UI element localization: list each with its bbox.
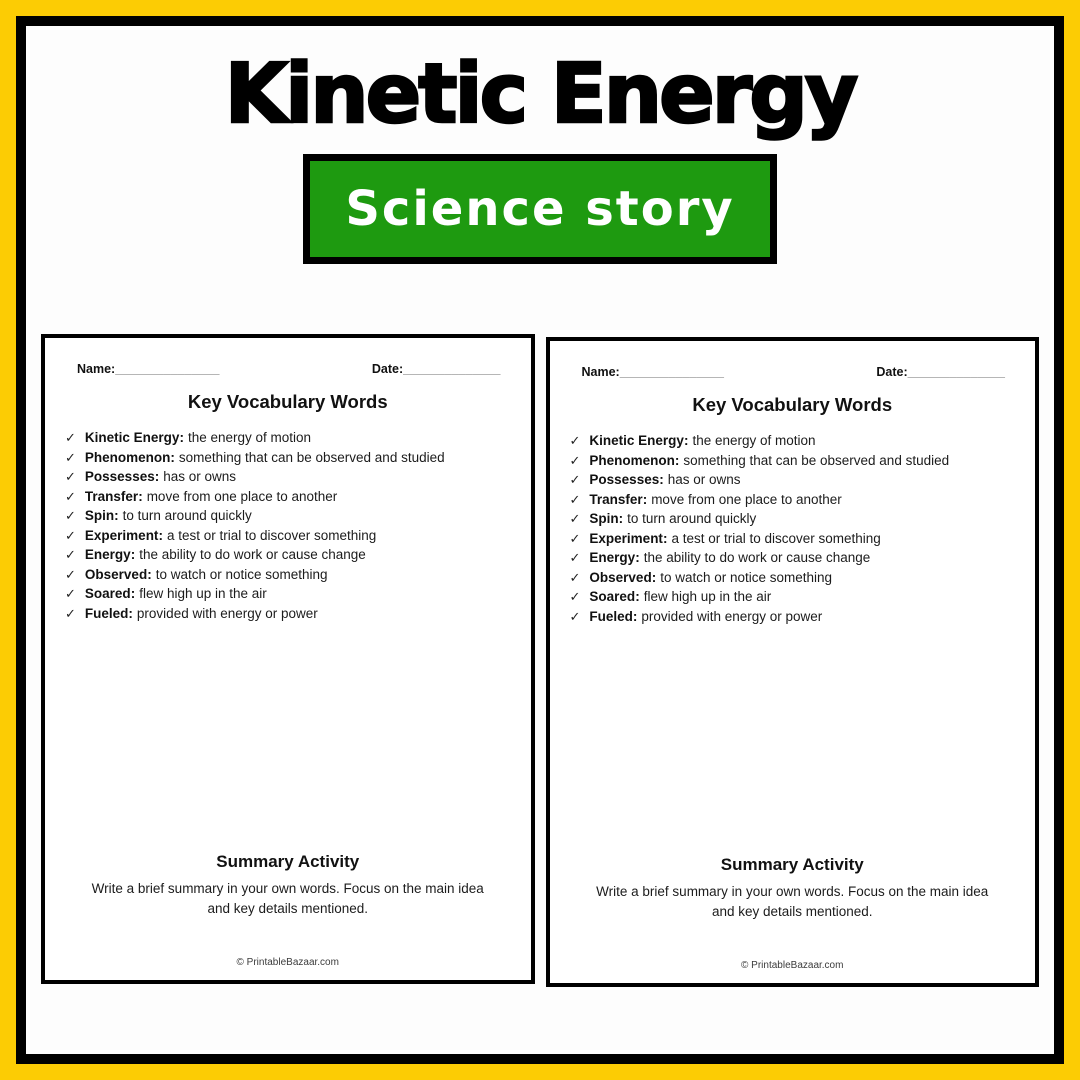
vocab-definition: a test or trial to discover something bbox=[671, 530, 881, 546]
term-separator: : bbox=[179, 430, 184, 446]
summary-instructions: Write a brief summary in your own words. Focus on the main idea and key details mentioned. bbox=[91, 881, 484, 917]
term-separator: : bbox=[683, 433, 689, 449]
sheet-header bbox=[582, 365, 1006, 379]
vocab-entry bbox=[589, 490, 841, 510]
vocab-item bbox=[570, 568, 1018, 588]
vocab-definition: has or owns bbox=[667, 472, 741, 488]
name-blank-line: _______________ bbox=[115, 362, 220, 377]
vocab-entry bbox=[85, 487, 337, 507]
vocab-entry bbox=[85, 448, 445, 468]
worksheet-page-1 bbox=[41, 334, 535, 984]
vocab-definition: the ability to do work or cause change bbox=[643, 550, 871, 566]
term-separator: : bbox=[138, 488, 143, 504]
term-separator: : bbox=[147, 566, 152, 582]
vocab-entry bbox=[85, 565, 328, 585]
term-separator: : bbox=[642, 491, 648, 507]
vocab-definition: to watch or notice something bbox=[660, 569, 833, 585]
vocab-entry bbox=[589, 548, 870, 568]
date-label: Date: bbox=[876, 365, 908, 380]
vocab-item bbox=[570, 490, 1018, 510]
term-separator: : bbox=[158, 527, 163, 543]
vocab-term: Kinetic Energy bbox=[84, 430, 180, 446]
vocab-term: Possesses bbox=[589, 472, 660, 488]
vocab-definition: has or owns bbox=[163, 469, 237, 485]
summary-instructions: Write a brief summary in your own words. Focus on the main idea and key details mentioned. bbox=[596, 884, 989, 920]
vocab-term: Transfer bbox=[589, 491, 643, 507]
vocab-item bbox=[65, 428, 513, 448]
vocab-title: Key Vocabulary Words bbox=[187, 391, 388, 413]
checkmark-icon: ✓ bbox=[569, 433, 581, 449]
vocab-item bbox=[65, 467, 513, 487]
term-separator: : bbox=[114, 508, 119, 524]
vocab-definition: the energy of motion bbox=[692, 433, 816, 449]
vocab-definition: the ability to do work or cause change bbox=[139, 547, 366, 563]
date-blank-line: ______________ bbox=[403, 362, 501, 377]
vocab-term: Kinetic Energy bbox=[589, 433, 684, 449]
vocab-item bbox=[65, 506, 513, 526]
vocab-entry bbox=[589, 451, 949, 471]
vocab-term: Soared bbox=[84, 586, 131, 602]
name-field bbox=[77, 362, 220, 376]
checkmark-icon: ✓ bbox=[65, 566, 76, 582]
vocab-entry bbox=[85, 604, 318, 624]
poster-canvas bbox=[16, 16, 1064, 1064]
checkmark-icon: ✓ bbox=[569, 491, 581, 507]
checkmark-icon: ✓ bbox=[569, 550, 581, 566]
vocab-term: Energy bbox=[84, 547, 131, 563]
name-field bbox=[582, 365, 725, 379]
vocab-item bbox=[65, 584, 513, 604]
vocab-term: Experiment bbox=[84, 527, 159, 543]
vocab-term: Soared bbox=[589, 589, 636, 605]
vocab-item bbox=[65, 487, 513, 507]
vocab-definition: to watch or notice something bbox=[155, 566, 328, 582]
vocab-entry bbox=[589, 607, 822, 627]
vocab-definition: a test or trial to discover something bbox=[166, 527, 377, 543]
vocab-entry bbox=[85, 428, 311, 448]
term-separator: : bbox=[154, 469, 160, 485]
vocab-entry bbox=[589, 587, 771, 607]
vocab-term: Fueled bbox=[84, 605, 129, 621]
checkmark-icon: ✓ bbox=[65, 469, 76, 485]
vocab-definition: move from one place to another bbox=[146, 488, 338, 504]
date-label: Date: bbox=[371, 362, 404, 377]
checkmark-icon: ✓ bbox=[569, 452, 581, 468]
vocab-entry bbox=[85, 467, 236, 487]
date-field bbox=[372, 362, 501, 376]
vocab-term: Fueled bbox=[589, 608, 633, 624]
checkmark-icon: ✓ bbox=[65, 430, 76, 446]
vocab-item bbox=[570, 607, 1018, 627]
category-badge bbox=[303, 154, 777, 264]
term-separator: : bbox=[618, 511, 624, 527]
vocab-term: Possesses bbox=[84, 469, 155, 485]
checkmark-icon: ✓ bbox=[65, 586, 76, 602]
vocab-definition: something that can be observed and studied bbox=[178, 449, 445, 465]
term-separator: : bbox=[674, 452, 680, 468]
blank-writing-space bbox=[550, 626, 1036, 855]
vocab-definition: move from one place to another bbox=[651, 491, 842, 507]
term-separator: : bbox=[170, 449, 175, 465]
vocab-term: Experiment bbox=[589, 530, 663, 546]
vocab-term: Phenomenon bbox=[84, 449, 171, 465]
vocab-title: Key Vocabulary Words bbox=[692, 394, 893, 416]
vocab-entry bbox=[85, 584, 267, 604]
term-separator: : bbox=[659, 472, 664, 488]
vocab-item bbox=[570, 470, 1018, 490]
checkmark-icon: ✓ bbox=[569, 472, 581, 488]
vocab-item bbox=[570, 548, 1018, 568]
vocab-entry bbox=[589, 568, 832, 588]
checkmark-icon: ✓ bbox=[65, 488, 76, 504]
checkmark-icon: ✓ bbox=[569, 530, 581, 546]
checkmark-icon: ✓ bbox=[569, 511, 581, 527]
vocab-item bbox=[570, 509, 1018, 529]
vocab-item bbox=[570, 529, 1018, 549]
checkmark-icon: ✓ bbox=[569, 569, 581, 585]
vocab-item bbox=[65, 604, 513, 624]
summary-title: Summary Activity bbox=[720, 855, 864, 875]
vocab-list bbox=[570, 431, 1018, 626]
vocab-list bbox=[65, 428, 513, 623]
blank-writing-space bbox=[45, 623, 531, 852]
vocab-definition: flew high up in the air bbox=[139, 586, 267, 602]
poster-title: Kinetic Energy bbox=[224, 47, 856, 142]
vocab-item bbox=[65, 526, 513, 546]
vocab-term: Observed bbox=[84, 566, 148, 582]
vocab-definition: to turn around quickly bbox=[627, 511, 757, 527]
checkmark-icon: ✓ bbox=[65, 547, 76, 563]
name-label: Name: bbox=[77, 362, 116, 377]
vocab-item bbox=[65, 448, 513, 468]
summary-title: Summary Activity bbox=[216, 852, 360, 872]
vocab-item bbox=[570, 451, 1018, 471]
vocab-entry bbox=[85, 506, 252, 526]
vocab-term: Phenomenon bbox=[589, 452, 675, 468]
term-separator: : bbox=[128, 605, 133, 621]
copyright-footer: © PrintableBazaar.com bbox=[236, 957, 339, 969]
sheet-header bbox=[77, 362, 501, 376]
vocab-term: Spin bbox=[589, 511, 619, 527]
vocab-item bbox=[65, 545, 513, 565]
vocab-term: Energy bbox=[589, 550, 636, 566]
worksheet-page-2 bbox=[546, 337, 1040, 987]
vocab-entry bbox=[589, 509, 756, 529]
checkmark-icon: ✓ bbox=[65, 508, 76, 524]
name-blank-line: _______________ bbox=[619, 365, 724, 380]
vocab-item bbox=[570, 431, 1018, 451]
category-badge-label: Science story bbox=[345, 181, 735, 238]
vocab-definition: flew high up in the air bbox=[643, 589, 772, 605]
vocab-term: Spin bbox=[84, 508, 115, 524]
vocab-item bbox=[65, 565, 513, 585]
term-separator: : bbox=[632, 608, 638, 624]
vocab-definition: provided with energy or power bbox=[641, 608, 823, 624]
copyright-footer: © PrintableBazaar.com bbox=[741, 960, 844, 972]
checkmark-icon: ✓ bbox=[65, 605, 76, 621]
worksheet-previews bbox=[26, 334, 1054, 987]
vocab-entry bbox=[589, 470, 740, 490]
term-separator: : bbox=[130, 547, 136, 563]
term-separator: : bbox=[662, 530, 668, 546]
term-separator: : bbox=[130, 586, 136, 602]
checkmark-icon: ✓ bbox=[569, 608, 581, 624]
vocab-term: Observed bbox=[589, 569, 652, 585]
name-label: Name: bbox=[581, 365, 620, 380]
vocab-entry bbox=[589, 529, 880, 549]
date-field bbox=[876, 365, 1005, 379]
checkmark-icon: ✓ bbox=[65, 449, 76, 465]
vocab-entry bbox=[85, 526, 376, 546]
vocab-entry bbox=[589, 431, 815, 451]
vocab-item bbox=[570, 587, 1018, 607]
checkmark-icon: ✓ bbox=[65, 527, 76, 543]
term-separator: : bbox=[635, 550, 640, 566]
date-blank-line: ______________ bbox=[907, 365, 1005, 380]
vocab-term: Transfer bbox=[84, 488, 139, 504]
vocab-definition: provided with energy or power bbox=[136, 605, 318, 621]
vocab-definition: the energy of motion bbox=[187, 430, 312, 446]
vocab-definition: something that can be observed and studied bbox=[683, 452, 950, 468]
vocab-definition: to turn around quickly bbox=[122, 508, 252, 524]
vocab-entry bbox=[85, 545, 366, 565]
term-separator: : bbox=[651, 569, 657, 585]
checkmark-icon: ✓ bbox=[569, 589, 581, 605]
term-separator: : bbox=[635, 589, 640, 605]
